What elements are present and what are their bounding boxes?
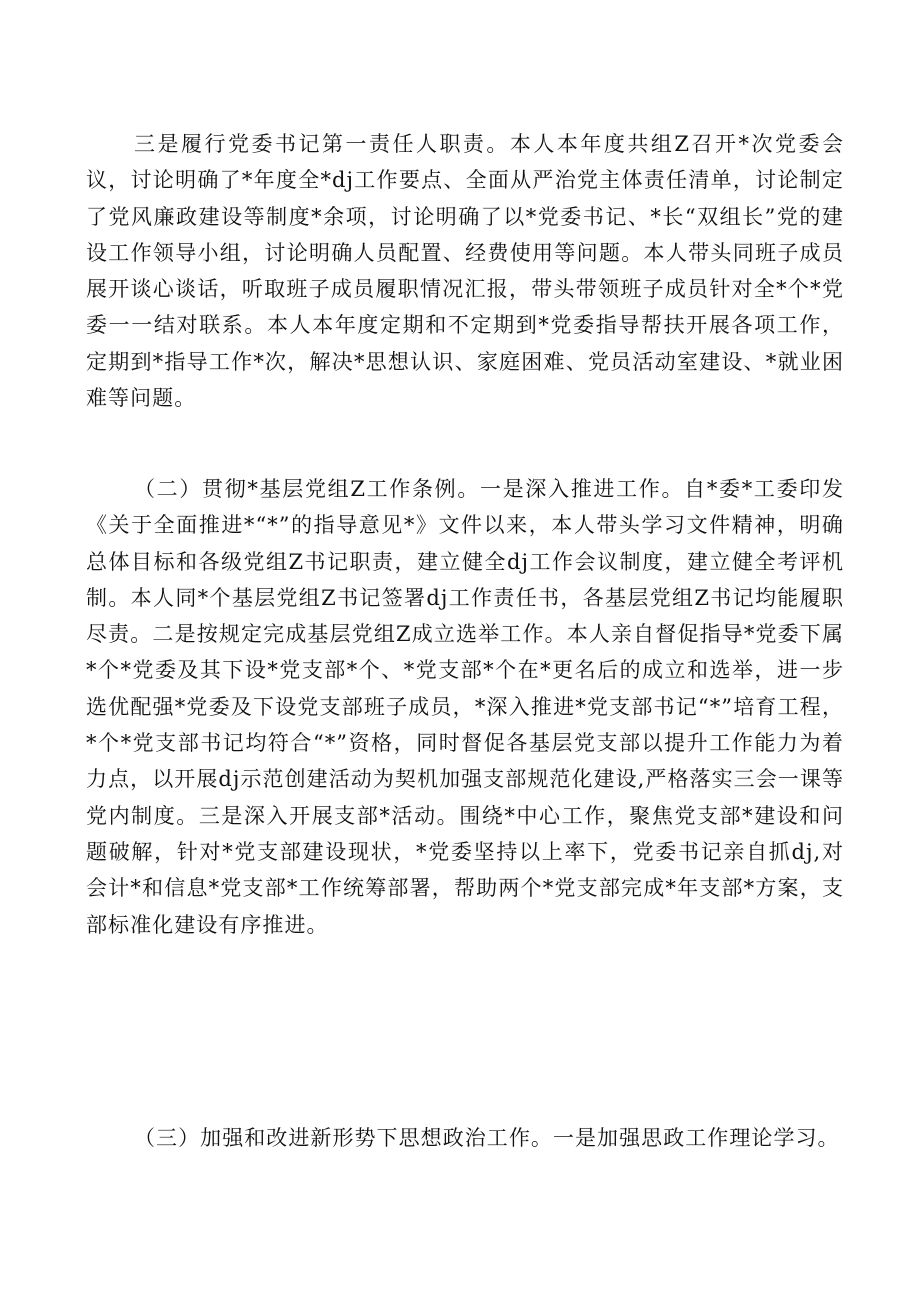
paragraph-ideological-work: （三）加强和改进新形势下思想政治工作。一是加强思政工作理论学习。 — [134, 1126, 840, 1150]
paragraph-party-secretary-responsibility: 三是履行党委书记第一责任人职责。本人本年度共组Z召开*次党委会议，讨论明确了*年度全*dj工作要点、全面从严治党主体责任清单，讨论制定了党风廉政建设等制度*余项，讨论明确了以*党委书记、*长“双组长”党的建设工作领导小组，讨论明确人员配置、经费使用等问题。本人带头同班子成员展开谈心谈话，听取班子成员履职情况汇报，带头带领班子成员针对全*个*党委一一结对联系。本人本年度定期和不定期到*党委指导帮扶开展各项工作，定期到*指导工作*次，解决*思想认识、家庭困难、党员活动室建设、*就业困难等问题。 — [86, 132, 844, 411]
paragraph-grassroots-regulations: （二）贯彻*基层党组Z工作条例。一是深入推进工作。自*委*工委印发《关于全面推进*“*”的指导意见*》文件以来，本人带头学习文件精神，明确总体目标和各级党组Z书记职责，建立健全dj工作会议制度，建立健全考评机制。本人同*个基层党组Z书记签署dj工作责任书，各基层党组Z书记均能履职尽责。二是按规定完成基层党组Z成立选举工作。本人亲自督促指导*党委下属*个*党委及其下设*党支部*个、*党支部*个在*更名后的成立和选举，进一步选优配强*党委及下设党支部班子成员，*深入推进*党支部书记“*”培育工程，*个*党支部书记均符合“*”资格，同时督促各基层党支部以提升工作能力为着力点，以开展dj示范创建活动为契机加强支部规范化建设,严格落实三会一课等党内制度。三是深入开展支部*活动。围绕*中心工作，聚焦党支部*建设和问题破解，针对*党支部建设现状，*党委坚持以上率下，党委书记亲自抓dj,对会计*和信息*党支部*工作统筹部署，帮助两个*党支部完成*年支部*方案，支部标准化建设有序推进。 — [86, 477, 844, 937]
